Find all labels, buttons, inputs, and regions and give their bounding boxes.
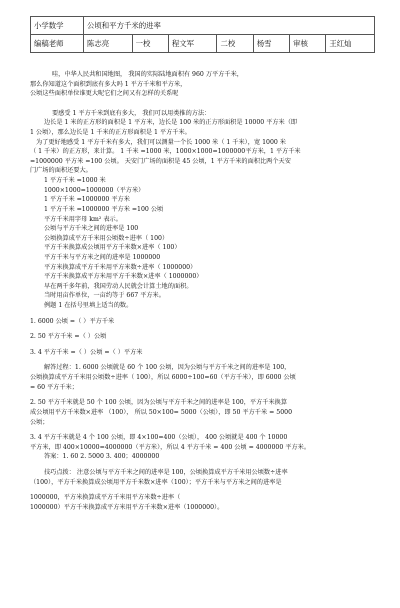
text-line: 平方千米用字母 km² 表示。: [44, 215, 122, 223]
text-line: 1000000）平方千米换算成平方米用平方千米数×进率（1000000）。: [30, 503, 224, 511]
text-line: 要感受 1 平方千米到底有多大， 我们可以用类推的方法：: [52, 109, 211, 117]
header-row-1: [31, 17, 375, 35]
text-line: 门广场的面积还要大。: [30, 167, 92, 175]
text-line: =1000000 平方米 =100 公顷。 天安门广场的面积是 45 公顷，1 平方千米的面积比两个天安: [30, 157, 291, 165]
text-line: 1 平方千米 =1000000 平方米 =100 公顷: [44, 205, 164, 213]
text-line: 3. 4 平方千米就是 4 个 100 公顷，即 4×100=400（公顷）， 400 公顷就是 400 个 10000: [30, 434, 288, 442]
text-line: 解答过程：1. 6000 公顷就是 60 个 100 公顷，因为公顷与平方千米之间的进率是 100，: [44, 364, 291, 372]
header-cell: 陈志亮: [84, 35, 133, 53]
header-cell: 审核: [290, 35, 326, 53]
header-cell: 编稿老师: [31, 35, 84, 53]
text-line: = 60 平方千米；: [30, 383, 78, 391]
text-line: 那么你知道这个面积到底有多大吗 1 平方千米和平方米，: [30, 80, 187, 88]
text-line: （ 1 千米）的正方形，来计算。 1 千米 =1000 米，1000×1000=1000000平方米，1 平方千米: [30, 148, 301, 156]
text-line: 平方千米换算成公顷用平方千米数×进率（ 100）: [44, 244, 181, 252]
text-line: 1000×1000=1000000（平方米）: [44, 186, 145, 194]
header-title: 公顷和平方千米的进率: [84, 17, 375, 35]
text-line: 公顷这些面积单位谁更大呢它们之间又有怎样的关系呢: [30, 90, 179, 98]
text-line: 平方千米换算成平方米用平方千米数×进率（ 1000000）: [44, 273, 203, 281]
text-line: 公顷与平方千米之间的进率是 100: [44, 225, 139, 233]
question-line: 3. 4 平方千米 =（ ）公顷 =（ ）平方米: [30, 348, 143, 356]
text-line: 当时用亩作单位，一亩约等于 667 平方米。: [44, 292, 165, 300]
header-subject: 小学数学: [31, 17, 84, 35]
header-table: [30, 16, 375, 53]
text-line: 早在两千多年前，我国劳动人民就会计算土地的面积。: [44, 282, 193, 290]
text-line: 2. 50 平方千米就是 50 个 100 公顷，因为公顷与平方千米之间的进率是 100，平方千米换算: [30, 399, 288, 407]
question-line: 2. 50 平方千米 =（ ）公顷: [30, 333, 107, 341]
text-line: 公顷；: [30, 418, 49, 426]
header-cell: 王红灿: [326, 35, 375, 53]
text-line: 公顷换算成平方千米用公顷数÷进率（ 100），所以 6000÷100=60（平方千米），即 6000 公顷: [30, 374, 296, 382]
header-cell: 杨雪: [253, 35, 289, 53]
text-line: （100），平方千米换算成公顷用平方千米数×进率（100）；平方千米与平方米之间的进率是: [30, 478, 282, 486]
text-line: 边长是 1 米的正方形的面积是 1 平方米，边长是 100 米的正方形面积是 10000 平方米（即: [44, 119, 298, 127]
text-line: 1 平方千米 =1000000 平方米: [44, 196, 130, 204]
text-line: 平方米换算成平方千米用平方米数÷进率（ 1000000）: [44, 263, 197, 271]
text-line: 例题 1 在括号里填上适当的数。: [44, 302, 133, 310]
header-cell: 一校: [132, 35, 168, 53]
document-body: [30, 70, 375, 512]
text-line: 1000000，平方米换算成平方千米用平方米数÷进率（: [30, 494, 181, 502]
answer-line: 答案：1. 60 2. 5000 3. 400；4000000: [44, 453, 160, 461]
header-cell: 二校: [217, 35, 253, 53]
text-line: 哇，中华人民共和国地图， 我国的实际陆地面积有 960 万平方千米，: [52, 71, 243, 78]
text-line: 1 平方千米 =1000 米: [44, 177, 106, 185]
text-line: 平方米，即 400×10000=4000000（平方米），所以 4 平方千米 = 400 公顷 = 4000000 平方米。: [30, 443, 311, 451]
header-row-2: [31, 35, 375, 53]
text-line: 公顷换算成平方千米用公顷数÷进率（ 100）: [44, 234, 169, 242]
text-line: 成公顷用平方千米数×进率 （100）， 所以 50×100= 5000（公顷），即 50 平方千米 = 5000: [30, 408, 293, 416]
text-line: 为了更好地感受 1 平方千米有多大，我们可以测量一个长 1000 米（ 1 千米），宽 1000 米: [36, 138, 286, 146]
text-line: 技巧点拨： 注意公顷与平方千米之间的进率是 100，公顷换算成平方千米用公顷数÷进率: [44, 468, 288, 476]
text-line: 1 公顷），那么边长是 1 千米的正方形面积是 1 平方千米。: [30, 129, 191, 137]
text-line: 平方千米与平方米之间的进率是 1000000: [44, 253, 161, 261]
header-cell: 程文军: [168, 35, 217, 53]
question-line: 1. 6000 公顷 =（ ）平方千米: [30, 317, 115, 325]
